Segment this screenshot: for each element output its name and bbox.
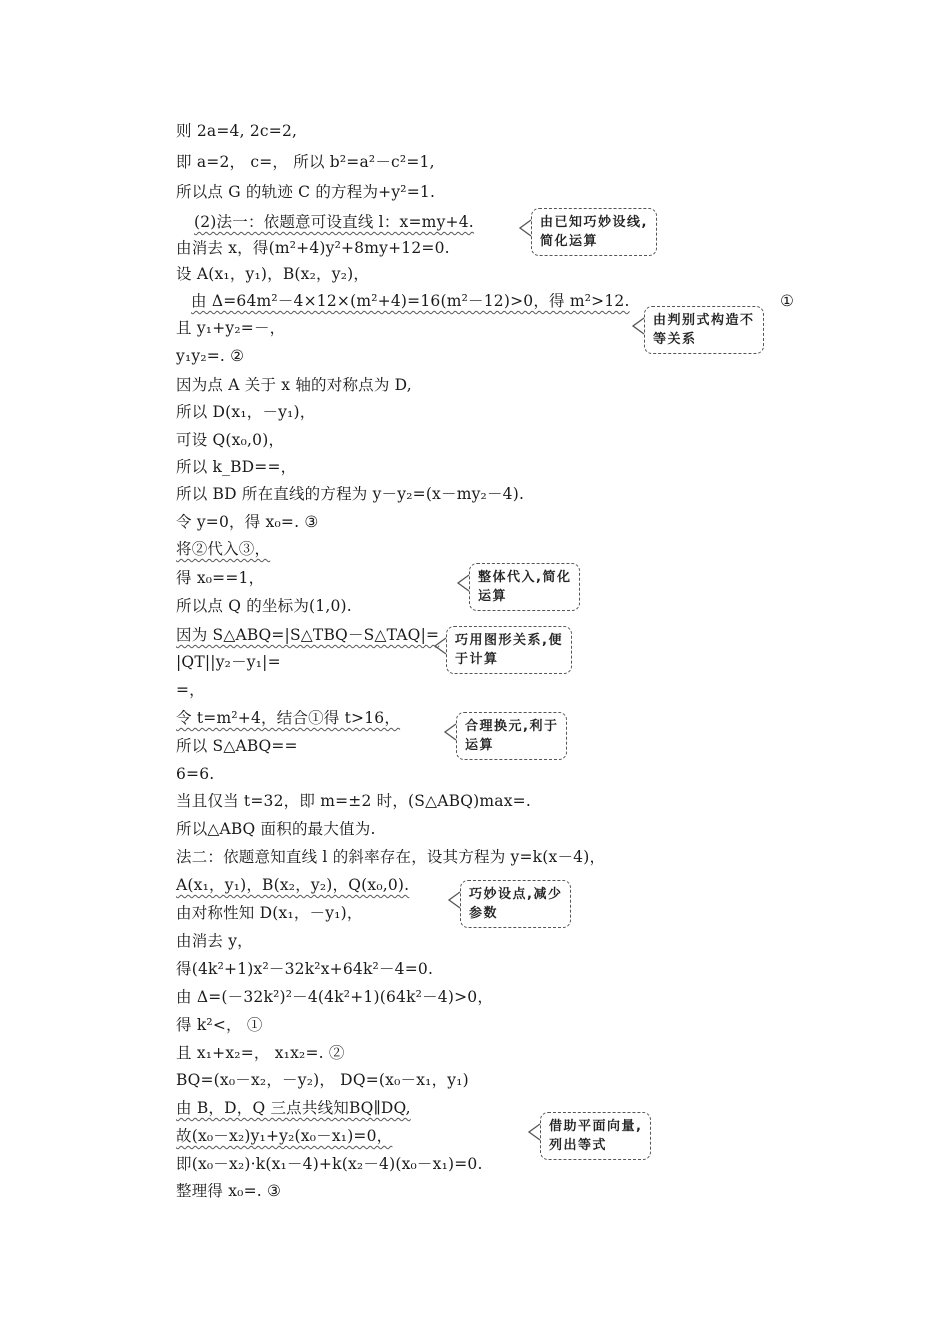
annotation-text: 借助平面向量, 列出等式 <box>549 1119 643 1153</box>
text-line: 由消去 y， <box>176 932 253 950</box>
annotation-callout <box>456 712 567 760</box>
text-line: 得 x₀==1， <box>176 569 265 587</box>
text-line: 所以点 Q 的坐标为(1,0). <box>176 597 352 615</box>
text-line: 故(x₀－x₂)y₁+y₂(x₀－x₁)=0， <box>176 1127 393 1145</box>
text-line: 所以点 G 的轨迹 C 的方程为+y²=1. <box>176 183 436 201</box>
text-line: 由 Δ=(－32k²)²－4(4k²+1)(64k²－4)>0， <box>176 988 494 1006</box>
text-line: A(x₁，y₁)，B(x₂，y₂)，Q(x₀,0). <box>176 876 410 894</box>
callout-pointer-icon <box>433 637 447 655</box>
text-line: 令 y=0，得 x₀=. ③ <box>176 513 319 531</box>
text-line: 所以 S△ABQ== <box>176 737 298 755</box>
text-line: 即 a=2， c=， 所以 b²=a²－c²=1, <box>176 153 435 171</box>
text-line: 得(4k²+1)x²－32k²x+64k²－4=0. <box>176 960 434 978</box>
callout-pointer-icon <box>456 574 470 592</box>
text-line: 因为点 A 关于 x 轴的对称点为 D, <box>176 376 412 394</box>
annotation-callout <box>446 626 572 674</box>
text-line: 且 y₁+y₂=－， <box>176 319 286 337</box>
text-line: 整理得 x₀=. ③ <box>176 1182 282 1200</box>
text-line: 所以 BD 所在直线的方程为 y－y₂=(x－my₂－4). <box>176 485 525 503</box>
callout-pointer-icon <box>443 723 457 741</box>
text-line: 设 A(x₁，y₁)，B(x₂，y₂)， <box>176 265 370 283</box>
text-line: (2)法一：依题意可设直线 l：x=my+4. <box>194 213 474 231</box>
callout-pointer-icon <box>527 1123 541 1141</box>
annotation-text: 巧妙设点,减少 参数 <box>469 887 563 921</box>
text-line: 得 k²<， ① <box>176 1016 263 1034</box>
text-line: y₁y₂=. ② <box>176 347 245 365</box>
text-line: 所以 D(x₁，－y₁)， <box>176 403 316 421</box>
text-line: 所以△ABQ 面积的最大值为. <box>176 820 376 838</box>
callout-pointer-icon <box>631 317 645 335</box>
text-line: 法二：依题意知直线 l 的斜率存在，设其方程为 y=k(x－4)， <box>176 848 606 866</box>
annotation-text: 由已知巧妙设线, 简化运算 <box>540 215 648 249</box>
text-line: 将②代入③， <box>176 540 271 558</box>
annotation-text: 巧用图形关系,便 于计算 <box>455 633 563 667</box>
text-line: =， <box>176 681 205 699</box>
text-line: 6=6. <box>176 765 215 783</box>
callout-pointer-icon <box>518 219 532 237</box>
text-line: 则 2a=4, 2c=2, <box>176 122 298 140</box>
text-line: 可设 Q(x₀,0)， <box>176 431 285 449</box>
text-line: 由对称性知 D(x₁，－y₁)， <box>176 904 363 922</box>
text-line: 由消去 x，得(m²+4)y²+8my+12=0. <box>176 239 450 257</box>
text-line: 由 Δ=64m²－4×12×(m²+4)=16(m²－12)>0，得 m²>12. <box>191 292 630 310</box>
text-line: 令 t=m²+4，结合①得 t>16， <box>176 709 401 727</box>
text-line: 即(x₀－x₂)·k(x₁－4)+k(x₂－4)(x₀－x₁)=0. <box>176 1155 483 1173</box>
text-line: 由 B，D，Q 三点共线知BQ∥DQ, <box>176 1099 411 1117</box>
text-line: |QT||y₂－y₁|= <box>176 653 281 671</box>
annotation-callout <box>531 208 657 256</box>
text-line: 且 x₁+x₂=， x₁x₂=. ② <box>176 1044 345 1062</box>
annotation-callout <box>469 563 580 611</box>
text-line: 当且仅当 t=32，即 m=±2 时，(S△ABQ)max=. <box>176 792 531 810</box>
equation-marker: ① <box>780 292 794 310</box>
annotation-text: 合理换元,利于 运算 <box>465 719 559 753</box>
text-line: 因为 S△ABQ=|S△TBQ－S△TAQ|= <box>176 626 440 644</box>
annotation-text: 整体代入,简化 运算 <box>478 570 572 604</box>
annotation-callout <box>540 1112 651 1160</box>
text-line: 所以 k_BD==， <box>176 458 297 476</box>
callout-pointer-icon <box>447 891 461 909</box>
annotation-text: 由判别式构造不 等关系 <box>653 313 755 347</box>
annotation-callout <box>460 880 571 928</box>
annotation-callout <box>644 306 764 354</box>
text-line: BQ=(x₀－x₂，－y₂)， DQ=(x₀－x₁，y₁) <box>176 1071 469 1089</box>
